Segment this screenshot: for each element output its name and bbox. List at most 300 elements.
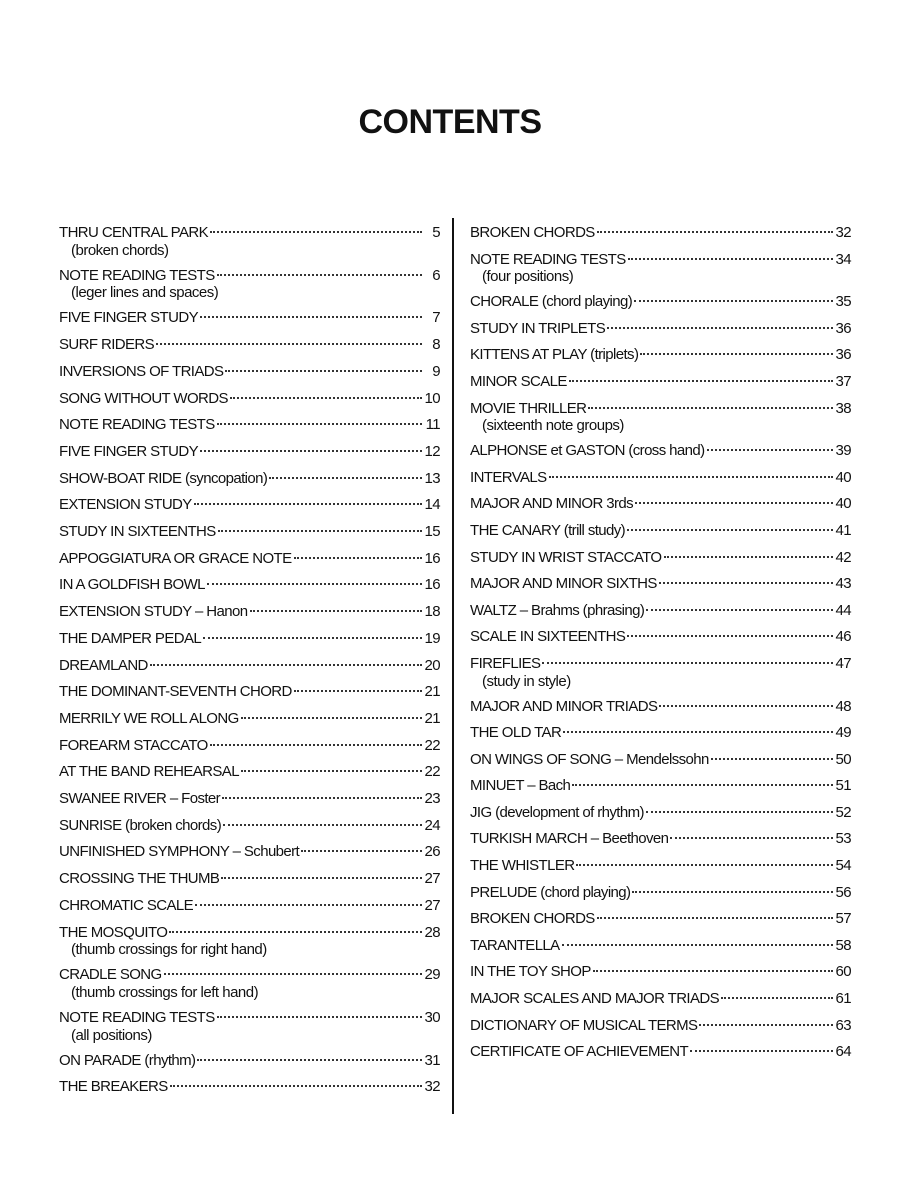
toc-entry-page: 21 [424,683,440,701]
toc-entry [59,492,440,519]
toc-entry-title: SHOW-BOAT RIDE (syncopation) [59,469,268,487]
toc-entry-page: 20 [424,656,440,674]
toc-entry-line [470,800,851,827]
dot-leader [699,1024,833,1026]
toc-entry-page: 36 [835,319,851,337]
toc-entry-title: APPOGGIATURA OR GRACE NOTE [59,549,292,567]
toc-entry-page: 8 [432,336,440,354]
toc-entry-line [470,518,851,545]
toc-entry-title: SURF RIDERS [59,336,155,354]
toc-entry-title: TURKISH MARCH – Beethoven [470,830,669,848]
toc-entry-page: 46 [835,628,851,646]
toc-entry-line [470,465,851,492]
toc-entry-line [470,571,851,598]
toc-entry-line [470,624,851,651]
dot-leader [542,662,833,664]
dot-leader [690,1050,833,1052]
toc-entry [59,653,440,680]
toc-entry-line [470,438,851,465]
toc-entry [470,1013,851,1040]
toc-entry [59,466,440,493]
toc-entry-line [59,866,440,893]
toc-entry-line [59,519,440,546]
toc-entry-title: BROKEN CHORDS [470,910,595,928]
toc-entry-title: FIREFLIES [470,654,541,672]
toc-entry-line [470,933,851,960]
toc-entry-subtitle: (all positions) [71,1026,152,1044]
toc-entry [470,694,851,721]
dot-leader [294,557,423,559]
toc-entry [470,651,851,691]
toc-entry-subtitle: (thumb crossings for right hand) [71,941,267,959]
toc-entry-line [59,1048,440,1075]
toc-entry-line [59,412,440,439]
toc-entry-title: FOREARM STACCATO [59,736,208,754]
toc-entry [470,853,851,880]
toc-entry-title: EXTENSION STUDY [59,496,192,514]
toc-entry-line [59,466,440,493]
toc-entry [59,893,440,920]
toc-entry-title: STUDY IN WRIST STACCATO [470,548,662,566]
toc-entry [59,786,440,813]
toc-entry-title: STUDY IN SIXTEENTHS [59,523,216,541]
toc-entry-page: 27 [424,870,440,888]
toc-entry [470,316,851,343]
toc-entry-page: 12 [424,442,440,460]
toc-entry-title: MAJOR AND MINOR TRIADS [470,697,658,715]
toc-entry [470,438,851,465]
dot-leader [627,635,833,637]
toc-entry-page: 50 [835,750,851,768]
toc-entry-page: 42 [835,548,851,566]
toc-entry [470,598,851,625]
dot-leader [634,300,833,302]
toc-entry-line [470,369,851,396]
toc-entry-title: NOTE READING TESTS [59,1008,215,1026]
dot-leader [269,477,422,479]
toc-entry-title: MINOR SCALE [470,372,567,390]
toc-entry-title: AT THE BAND REHEARSAL [59,763,239,781]
toc-entry [59,679,440,706]
toc-entry-line [470,598,851,625]
toc-entry-page: 49 [835,724,851,742]
toc-entry [59,626,440,653]
toc-entry-page: 16 [424,576,440,594]
toc-entry-title: WALTZ – Brahms (phrasing) [470,601,645,619]
dot-leader [223,824,422,826]
dot-leader [203,637,422,639]
dot-leader [217,1016,422,1018]
toc-entry-line [59,733,440,760]
dot-leader [632,891,833,893]
toc-entry-page: 35 [835,293,851,311]
dot-leader [294,690,422,692]
toc-entry [59,1048,440,1075]
toc-entry-page: 39 [835,442,851,460]
toc-entry-line [59,386,440,413]
toc-entry-page: 13 [424,469,440,487]
toc-entry [470,247,851,287]
toc-entry-line [470,220,851,247]
toc-entry [470,747,851,774]
dot-leader [170,1085,422,1087]
page-title: CONTENTS [358,102,542,141]
toc-entry-page: 14 [424,496,440,514]
toc-entry [59,962,440,1002]
toc-entry [470,571,851,598]
toc-entry-title: THE DOMINANT-SEVENTH CHORD [59,683,292,701]
toc-entry-line [59,359,440,386]
dot-leader [569,380,833,382]
toc-entry-page: 21 [424,709,440,727]
toc-entry-page: 38 [835,399,851,417]
toc-entry [470,986,851,1013]
toc-entry-title: UNFINISHED SYMPHONY – Schubert [59,843,300,861]
toc-entry [59,706,440,733]
dot-leader [707,449,833,451]
dot-leader [225,370,422,372]
dot-leader [588,407,833,409]
toc-entry-page: 58 [835,936,851,954]
dot-leader [549,476,833,478]
toc-entry-page: 28 [424,923,440,941]
toc-entry-title: DICTIONARY OF MUSICAL TERMS [470,1016,698,1034]
toc-entry [470,906,851,933]
dot-leader [241,770,422,772]
toc-entry-line [59,572,440,599]
toc-entry-title: IN THE TOY SHOP [470,963,591,981]
toc-entry-page: 41 [835,521,851,539]
dot-leader [563,731,833,733]
dot-leader [659,582,833,584]
toc-entry-title: STUDY IN TRIPLETS [470,319,606,337]
toc-entry-page: 15 [424,523,440,541]
toc-entry-subtitle: (leger lines and spaces) [71,284,219,302]
dot-leader [200,450,422,452]
toc-entry [59,263,440,303]
toc-entry [470,800,851,827]
toc-entry-page: 37 [835,372,851,390]
toc-entry-line [470,316,851,343]
toc-entry-line [470,545,851,572]
dot-leader [640,353,833,355]
toc-entry-title: DREAMLAND [59,656,148,674]
toc-entry-title: SCALE IN SIXTEENTHS [470,628,626,646]
toc-entry [59,920,440,960]
toc-entry-line [59,786,440,813]
toc-entry-title: NOTE READING TESTS [470,250,626,268]
toc-entry-line [59,653,440,680]
toc-entry [59,332,440,359]
dot-leader [627,529,833,531]
toc-entry [59,412,440,439]
dot-leader [670,837,833,839]
toc-entry-line [470,906,851,933]
column-divider [452,218,454,1114]
toc-entry [59,1005,440,1045]
toc-entry-page: 29 [424,966,440,984]
toc-entry-page: 16 [424,549,440,567]
toc-entry [59,572,440,599]
toc-entry-line [59,599,440,626]
dot-leader [200,316,422,318]
toc-entry-title: ON WINGS OF SONG – Mendelssohn [470,750,709,768]
toc-entry-title: THE CANARY (trill study) [470,521,626,539]
toc-entry [59,866,440,893]
toc-entry [470,826,851,853]
dot-leader [628,258,833,260]
toc-entry-page: 32 [424,1078,440,1096]
toc-entry-page: 52 [835,803,851,821]
toc-entry-page: 47 [835,654,851,672]
dot-leader [217,274,422,276]
dot-leader [210,744,422,746]
toc-entry-page: 27 [424,896,440,914]
toc-entry [59,386,440,413]
toc-entry-page: 60 [835,963,851,981]
toc-entry-line [470,694,851,721]
toc-entry-subtitle: (study in style) [482,672,571,690]
dot-leader [194,503,422,505]
toc-entry-page: 11 [425,416,440,434]
toc-entry-title: IN A GOLDFISH BOWL [59,576,205,594]
toc-entry [470,624,851,651]
dot-leader [593,970,833,972]
dot-leader [572,784,833,786]
toc-entry-title: MOVIE THRILLER [470,399,587,417]
toc-entry-title: MERRILY WE ROLL ALONG [59,709,239,727]
dot-leader [169,931,422,933]
toc-entry [470,289,851,316]
toc-entry [470,465,851,492]
toc-entry [470,959,851,986]
dot-leader [230,397,422,399]
toc-entry [470,491,851,518]
dot-leader [576,864,833,866]
toc-entry [59,813,440,840]
dot-leader [197,1059,422,1061]
toc-entry [59,220,440,260]
toc-entry-line [59,332,440,359]
toc-entry [470,369,851,396]
toc-entry-title: CERTIFICATE OF ACHIEVEMENT [470,1043,689,1061]
toc-entry-title: INTERVALS [470,468,547,486]
toc-entry-title: THE OLD TAR [470,724,562,742]
dot-leader [222,797,422,799]
toc-entry [470,720,851,747]
toc-entry-page: 40 [835,495,851,513]
toc-entry-line [470,826,851,853]
dot-leader [210,231,422,233]
toc-entry-title: MAJOR AND MINOR 3rds [470,495,634,513]
toc-entry-page: 57 [835,910,851,928]
toc-left-column [59,220,440,1101]
toc-entry-title: MAJOR AND MINOR SIXTHS [470,575,657,593]
toc-entry [470,880,851,907]
toc-entry-line [470,289,851,316]
toc-entry-title: BROKEN CHORDS [470,224,595,241]
toc-entry-title: INVERSIONS OF TRIADS [59,362,224,380]
toc-entry-subtitle: (thumb crossings for left hand) [71,983,259,1001]
toc-entry-line [470,773,851,800]
toc-entry-line [470,880,851,907]
toc-entry [470,220,851,247]
toc-entry-page: 5 [432,224,440,241]
toc-entry-line [470,1039,851,1066]
toc-entry [470,545,851,572]
toc-entry-line [470,853,851,880]
toc-entry [470,933,851,960]
toc-entry-title: MINUET – Bach [470,777,571,795]
toc-entry [59,359,440,386]
toc-entry-title: THE WHISTLER [470,857,575,875]
toc-entry-title: ALPHONSE et GASTON (cross hand) [470,442,705,460]
toc-entry-title: SWANEE RIVER – Foster [59,790,221,808]
dot-leader [218,530,422,532]
toc-entry-page: 54 [835,857,851,875]
dot-leader [221,877,422,879]
toc-entry-line [59,759,440,786]
toc-entry-line [470,491,851,518]
toc-entry-line [59,893,440,920]
toc-entry-page: 43 [835,575,851,593]
dot-leader [195,904,422,906]
toc-entry-subtitle: (broken chords) [71,241,169,259]
toc-entry-line [59,813,440,840]
toc-entry [59,546,440,573]
dot-leader [664,556,834,558]
dot-leader [562,944,833,946]
toc-entry-page: 32 [835,224,851,241]
dot-leader [607,327,833,329]
toc-entry-page: 44 [835,601,851,619]
toc-entry-title: JIG (development of rhythm) [470,803,644,821]
toc-entry-line [470,747,851,774]
dot-leader [721,997,833,999]
toc-entry-line [59,679,440,706]
toc-entry-line [59,1074,440,1101]
toc-entry [470,518,851,545]
toc-entry-title: THE MOSQUITO [59,923,168,941]
toc-entry-page: 64 [835,1043,851,1061]
toc-entry-line [470,986,851,1013]
toc-entry-page: 9 [432,362,440,380]
toc-entry-page: 18 [424,603,440,621]
toc-entry [59,759,440,786]
dot-leader [241,717,422,719]
toc-entry [59,733,440,760]
toc-entry-page: 40 [835,468,851,486]
toc-entry [59,839,440,866]
toc-entry-title: SONG WITHOUT WORDS [59,389,228,407]
toc-entry-title: NOTE READING TESTS [59,266,215,284]
toc-entry-subtitle: (sixteenth note groups) [482,417,624,435]
toc-entry-title: FIVE FINGER STUDY [59,442,198,460]
toc-entry-title: EXTENSION STUDY – Hanon [59,603,248,621]
toc-entry-title: PRELUDE (chord playing) [470,883,631,901]
dot-leader [646,811,833,813]
toc-entry-page: 22 [424,736,440,754]
toc-entry-title: FIVE FINGER STUDY [59,309,198,327]
toc-entry-page: 36 [835,346,851,364]
toc-entry [59,519,440,546]
toc-entry-page: 48 [835,697,851,715]
dot-leader [250,610,423,612]
dot-leader [156,343,422,345]
dot-leader [597,231,833,233]
dot-leader [301,850,422,852]
toc-entry-page: 30 [424,1008,440,1026]
dot-leader [635,502,833,504]
toc-entry-line [59,626,440,653]
toc-entry-page: 7 [432,309,440,327]
dot-leader [659,705,833,707]
toc-entry-line [470,720,851,747]
toc-entry-title: TARANTELLA [470,936,560,954]
toc-entry-line [59,706,440,733]
dot-leader [207,583,422,585]
toc-entry-page: 51 [835,777,851,795]
toc-entry-title: MAJOR SCALES AND MAJOR TRIADS [470,990,720,1008]
toc-entry-page: 22 [424,763,440,781]
toc-entry-line [59,839,440,866]
toc-entry-line [470,1013,851,1040]
dot-leader [150,664,422,666]
toc-entry [59,305,440,332]
toc-entry-title: THRU CENTRAL PARK [59,224,208,241]
toc-entry-page: 24 [424,816,440,834]
toc-entry [59,1074,440,1101]
toc-entry-page: 10 [424,389,440,407]
toc-entry-title: KITTENS AT PLAY (triplets) [470,346,639,364]
toc-entry-line [59,492,440,519]
toc-entry-line [470,342,851,369]
toc-entry-page: 6 [432,266,440,284]
toc-entry-page: 26 [424,843,440,861]
toc-entry-page: 63 [835,1016,851,1034]
toc-entry-title: ON PARADE (rhythm) [59,1051,196,1069]
toc-entry-page: 19 [424,629,440,647]
toc-entry-title: CHORALE (chord playing) [470,293,633,311]
dot-leader [217,423,422,425]
toc-right-column [470,220,851,1066]
toc-entry-title: CROSSING THE THUMB [59,870,220,888]
toc-entry-title: SUNRISE (broken chords) [59,816,222,834]
toc-entry-line [59,439,440,466]
dot-leader [597,917,833,919]
dot-leader [711,758,833,760]
toc-entry-line [470,959,851,986]
toc-entry-title: THE DAMPER PEDAL [59,629,202,647]
toc-entry-line [59,305,440,332]
toc-entry-subtitle: (four positions) [482,268,574,286]
toc-entry [470,1039,851,1066]
dot-leader [646,609,833,611]
toc-entry [470,396,851,436]
toc-entry-page: 61 [835,990,851,1008]
toc-entry [59,439,440,466]
toc-entry [59,599,440,626]
toc-entry-title: NOTE READING TESTS [59,416,215,434]
toc-entry [470,773,851,800]
toc-entry-title: THE BREAKERS [59,1078,168,1096]
toc-entry [470,342,851,369]
toc-entry-line [59,546,440,573]
toc-entry-page: 34 [835,250,851,268]
dot-leader [164,973,422,975]
toc-entry-page: 56 [835,883,851,901]
toc-entry-title: CRADLE SONG [59,966,162,984]
